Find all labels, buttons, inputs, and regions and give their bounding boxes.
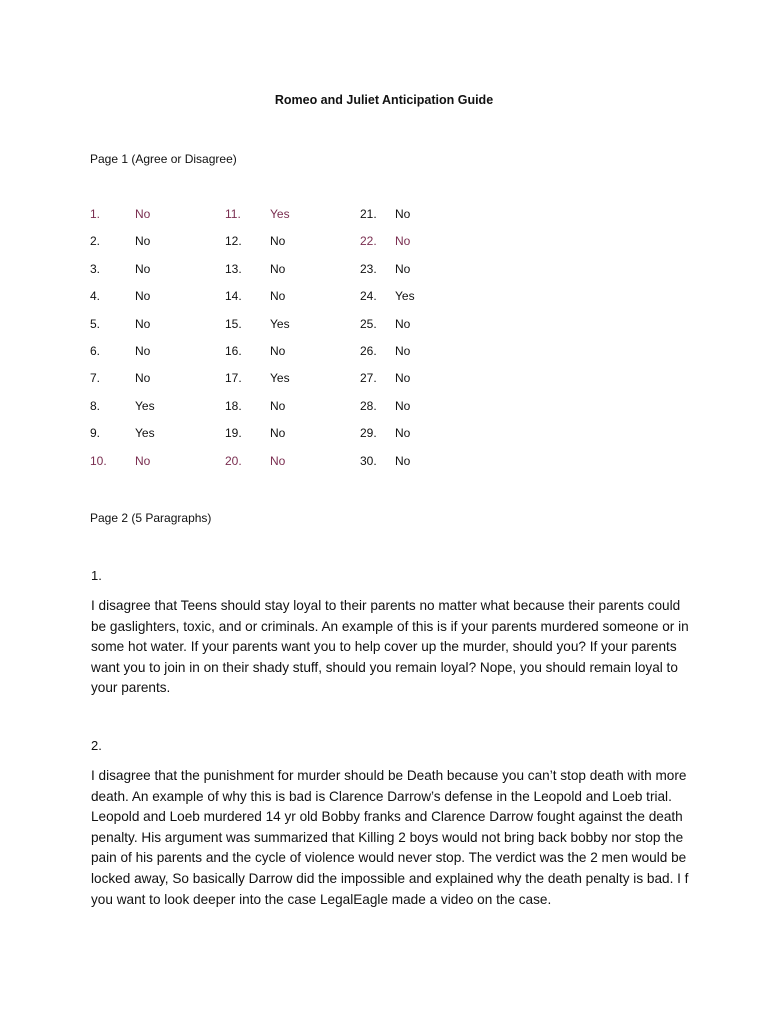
question-number: 28. (360, 398, 377, 413)
answer-value: No (135, 453, 151, 468)
question-number: 11. (225, 207, 241, 221)
question-number: 26. (360, 343, 377, 358)
paragraph-2-number: 2. (91, 738, 102, 753)
answer-value: No (395, 398, 411, 413)
question-number: 3. (90, 261, 101, 276)
answer-value: No (135, 343, 151, 358)
answer-value: No (395, 426, 411, 441)
answer-value: Yes (270, 371, 290, 386)
answer-value: No (135, 316, 151, 331)
question-number: 30. (360, 453, 377, 468)
paragraph-1-number: 1. (91, 568, 102, 583)
answer-value: No (270, 426, 286, 441)
answer-value: Yes (270, 207, 290, 221)
answer-grid (90, 205, 450, 481)
question-number: 10. (90, 453, 107, 468)
page1-heading: Page 1 (Agree or Disagree) (90, 152, 237, 166)
question-number: 9. (90, 426, 101, 441)
answer-value: No (395, 453, 411, 468)
answer-value: No (135, 234, 151, 249)
answer-value: Yes (135, 398, 155, 413)
question-number: 2. (90, 234, 101, 249)
paragraph-1-text: I disagree that Teens should stay loyal to their parents no matter what because their parents could be gaslighters, toxic, and or criminals. An example of this is if your parents murdered someone or in some hot water. If your parents want you to help cover up the murder, should you? If your parents want you to join in on their shady stuff, should you remain loyal? Nope, you should remain loyal to your parents. (91, 598, 689, 696)
question-number: 20. (225, 453, 242, 468)
answer-value: No (395, 207, 411, 221)
question-number: 16. (225, 343, 242, 358)
page2-heading: Page 2 (5 Paragraphs) (90, 511, 212, 525)
question-number: 21. (360, 207, 377, 221)
question-number: 5. (90, 316, 101, 331)
answer-value: No (135, 261, 151, 276)
question-number: 12. (225, 234, 242, 249)
question-number: 15. (225, 316, 242, 331)
answer-value: No (270, 343, 286, 358)
answer-value: Yes (270, 316, 290, 331)
answer-value: No (135, 289, 151, 304)
question-number: 7. (90, 371, 101, 386)
answer-value: No (395, 343, 411, 358)
question-number: 23. (360, 261, 377, 276)
question-number: 17. (225, 371, 242, 386)
answer-value: No (270, 234, 286, 249)
answer-value: No (270, 398, 286, 413)
question-number: 4. (90, 289, 101, 304)
answer-value: No (395, 371, 411, 386)
question-number: 24. (360, 289, 377, 304)
answer-value: No (135, 371, 151, 386)
document-title: Romeo and Juliet Anticipation Guide (274, 93, 494, 107)
answer-value: No (395, 316, 411, 331)
question-number: 27. (360, 371, 377, 386)
answer-value: No (270, 289, 286, 304)
answer-value: No (135, 207, 151, 221)
question-number: 1. (90, 207, 101, 221)
question-number: 29. (360, 426, 377, 441)
question-number: 8. (90, 398, 101, 413)
question-number: 19. (225, 426, 242, 441)
answer-value: No (270, 453, 286, 468)
answer-value: No (395, 234, 411, 249)
paragraph-2-text: I disagree that the punishment for murder should be Death because you can’t stop death with more death. An example of why this is bad is Clarence Darrow’s defense in the Leopold and Loeb trial. Leopold and Loeb murdered 14 yr old Bobby franks and Clarence Darrow fought against the death penalty. His argument was summarized that Killing 2 boys would not bring back bobby nor stop the pain of his parents and the cycle of violence would never stop. The verdict was the 2 men would be locked away, So basically Darrow did the impossible and explained why the death penalty is bad. I f you want to look deeper into the case LegalEagle made a video on the case. (91, 768, 689, 907)
question-number: 14. (225, 289, 242, 304)
question-number: 25. (360, 316, 377, 331)
question-number: 22. (360, 234, 377, 249)
answer-value: Yes (135, 426, 155, 441)
question-number: 13. (225, 261, 242, 276)
answer-value: No (395, 261, 411, 276)
question-number: 18. (225, 398, 242, 413)
answer-value: Yes (395, 289, 415, 304)
question-number: 6. (90, 343, 101, 358)
answer-value: No (270, 261, 286, 276)
